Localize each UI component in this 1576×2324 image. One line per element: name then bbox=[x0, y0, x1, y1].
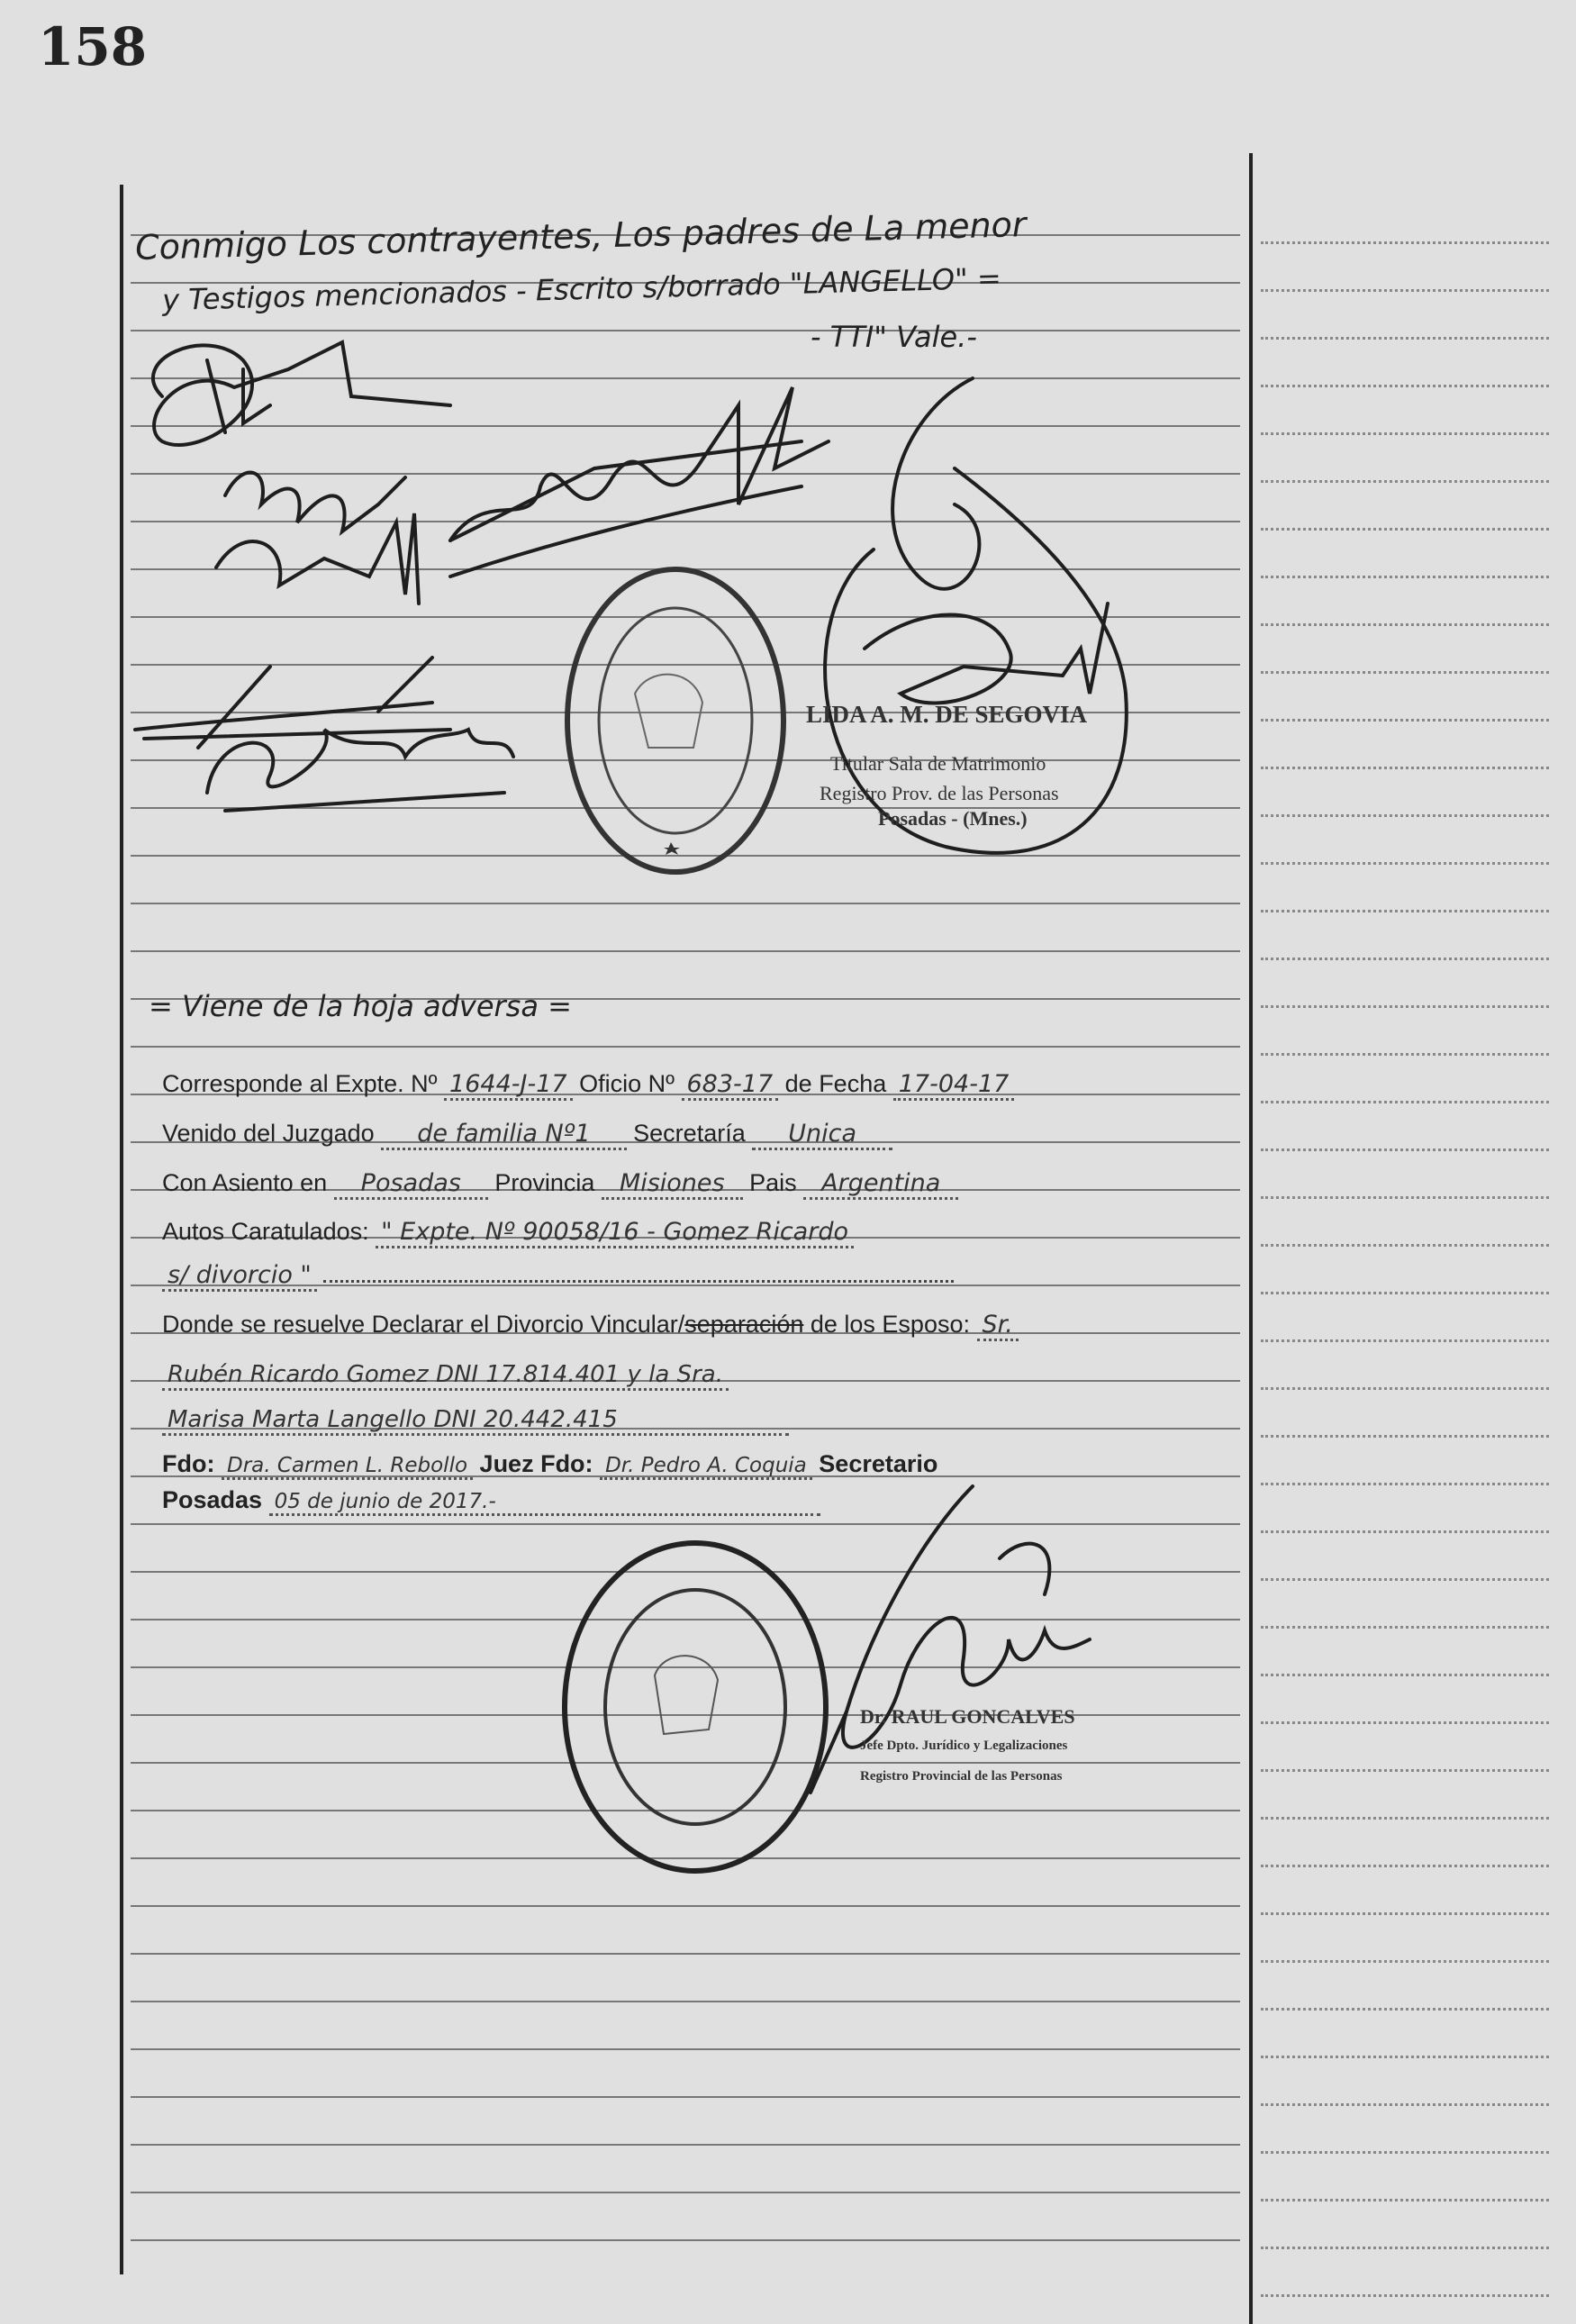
dotted-line bbox=[1261, 1530, 1549, 1533]
dotted-line bbox=[1261, 1769, 1549, 1772]
stamp-top-seal bbox=[558, 558, 793, 883]
ruled-line bbox=[131, 1953, 1240, 1955]
secretario-label: Secretario bbox=[819, 1450, 938, 1477]
dotted-line bbox=[1261, 958, 1549, 960]
provincia-value: Misiones bbox=[602, 1169, 743, 1200]
ruled-line bbox=[131, 1046, 1240, 1048]
dotted-line bbox=[1261, 2056, 1549, 2058]
dotted-line bbox=[1261, 1721, 1549, 1724]
esposo-value: Rubén Ricardo Gomez DNI 17.814.401 y la Sra. bbox=[162, 1361, 729, 1391]
pais-value: Argentina bbox=[803, 1169, 958, 1200]
expte-label: Corresponde al Expte. Nº bbox=[162, 1070, 438, 1097]
autos-label: Autos Caratulados: bbox=[162, 1218, 369, 1245]
secretario-value: Dr. Pedro A. Coquia bbox=[600, 1454, 812, 1480]
ruled-line bbox=[131, 2048, 1240, 2050]
posadas-label: Posadas bbox=[162, 1486, 263, 1513]
stamp-top-title2: Registro Prov. de las Personas bbox=[820, 782, 1059, 804]
asiento-value: Posadas bbox=[334, 1169, 488, 1200]
fecha-label: de Fecha bbox=[784, 1070, 887, 1097]
oficio-label: Oficio Nº bbox=[579, 1070, 675, 1097]
form-row-autos-cont bbox=[162, 1261, 954, 1289]
form-row-autos bbox=[162, 1218, 854, 1246]
fecha-final-value: 05 de junio de 2017.- bbox=[269, 1490, 820, 1516]
dotted-line bbox=[1261, 1817, 1549, 1820]
dotted-line bbox=[1261, 1292, 1549, 1294]
autos-value: " Expte. Nº 90058/16 - Gomez Ricardo bbox=[376, 1218, 854, 1248]
form-row-firmas bbox=[162, 1450, 937, 1478]
dotted-line bbox=[1261, 2103, 1549, 2106]
oficio-value: 683-17 bbox=[682, 1070, 779, 1101]
dotted-line bbox=[1261, 1626, 1549, 1629]
dotted-line bbox=[1261, 1912, 1549, 1915]
handwritten-continuation: = Viene de la hoja adversa = bbox=[149, 989, 572, 1023]
secretaria-label: Secretaría bbox=[633, 1120, 746, 1147]
dotted-line bbox=[1261, 2247, 1549, 2249]
dotted-line bbox=[1261, 1483, 1549, 1485]
stamp-bottom-name: Dr. RAUL GONCALVES bbox=[860, 1705, 1075, 1728]
form-row-lugar-fecha bbox=[162, 1486, 820, 1514]
dotted-line bbox=[1261, 1435, 1549, 1438]
juez-value: Dra. Carmen L. Rebollo bbox=[222, 1454, 473, 1480]
form-row-esposo bbox=[162, 1360, 729, 1388]
form-row-resuelve bbox=[162, 1311, 1019, 1339]
stamp-top-title1: Titular Sala de Matrimonio bbox=[830, 752, 1046, 775]
dotted-line bbox=[1261, 2151, 1549, 2154]
autos-value-cont: s/ divorcio " bbox=[162, 1261, 317, 1292]
form-row-juzgado bbox=[162, 1120, 892, 1148]
juzgado-label: Venido del Juzgado bbox=[162, 1120, 375, 1147]
page-number: 158 bbox=[38, 16, 148, 77]
dotted-line bbox=[1261, 289, 1549, 292]
esposa-value: Marisa Marta Langello DNI 20.442.415 bbox=[162, 1406, 789, 1436]
juzgado-value: de familia Nº1 bbox=[381, 1120, 626, 1150]
dotted-line bbox=[1261, 1053, 1549, 1056]
stamp-bottom-title2: Registro Provincial de las Personas bbox=[860, 1769, 1063, 1784]
stamp-top-name: LIDA A. M. DE SEGOVIA bbox=[806, 701, 1088, 728]
expte-value: 1644-J-17 bbox=[444, 1070, 573, 1101]
dotted-line bbox=[1261, 2294, 1549, 2297]
dotted-line bbox=[1261, 241, 1549, 244]
separacion-struck: separación bbox=[684, 1311, 804, 1338]
ruled-line bbox=[131, 2239, 1240, 2241]
fecha-value: 17-04-17 bbox=[893, 1070, 1015, 1101]
form-row-esposa bbox=[162, 1405, 789, 1433]
ruled-line bbox=[131, 2001, 1240, 2002]
ruled-line bbox=[131, 2192, 1240, 2193]
handwritten-line-2: y Testigos mencionados - Escrito s/borrado "LANGELLO" = bbox=[161, 260, 1002, 318]
ruled-line bbox=[131, 903, 1240, 904]
stamp-top-title3: Posadas - (Mnes.) bbox=[878, 807, 1028, 830]
fdo-label: Fdo: bbox=[162, 1450, 215, 1477]
stamp-bottom-title1: Jefe Dpto. Jurídico y Legalizaciones bbox=[860, 1738, 1068, 1753]
dotted-line bbox=[1261, 910, 1549, 912]
ruled-line bbox=[131, 2096, 1240, 2098]
dotted-line bbox=[1261, 1578, 1549, 1581]
juez-fdo-label: Juez Fdo: bbox=[479, 1450, 593, 1477]
dotted-line bbox=[1261, 1101, 1549, 1103]
asiento-label: Con Asiento en bbox=[162, 1169, 328, 1196]
resuelve-label: Donde se resuelve Declarar el Divorcio Vincular/ bbox=[162, 1311, 685, 1338]
handwritten-line-3: - TTI" Vale.- bbox=[811, 320, 977, 354]
dotted-line bbox=[1261, 1674, 1549, 1676]
pais-label: Pais bbox=[749, 1169, 797, 1196]
dotted-line bbox=[1261, 2008, 1549, 2011]
ruled-line bbox=[131, 1905, 1240, 1907]
dotted-line bbox=[1261, 1339, 1549, 1342]
form-row-asiento bbox=[162, 1169, 958, 1197]
form-row-expte bbox=[162, 1070, 1014, 1098]
secretaria-value: Unica bbox=[752, 1120, 892, 1150]
provincia-label: Provincia bbox=[494, 1169, 595, 1196]
dotted-line bbox=[1261, 1960, 1549, 1963]
ruled-line bbox=[131, 950, 1240, 952]
dotted-line bbox=[1261, 1148, 1549, 1151]
handwritten-line-1: Conmigo Los contrayentes, Los padres de La menor bbox=[134, 204, 1027, 268]
dotted-line bbox=[1261, 1387, 1549, 1390]
dotted-line bbox=[1261, 1244, 1549, 1247]
autos-dots bbox=[323, 1276, 954, 1283]
dotted-line bbox=[1261, 2199, 1549, 2201]
ruled-line bbox=[131, 2144, 1240, 2146]
dotted-line bbox=[1261, 1865, 1549, 1867]
dotted-line bbox=[1261, 1196, 1549, 1199]
esposos-value: Sr. bbox=[977, 1311, 1019, 1341]
esposos-label: de los Esposo: bbox=[810, 1311, 970, 1338]
dotted-line bbox=[1261, 1005, 1549, 1008]
